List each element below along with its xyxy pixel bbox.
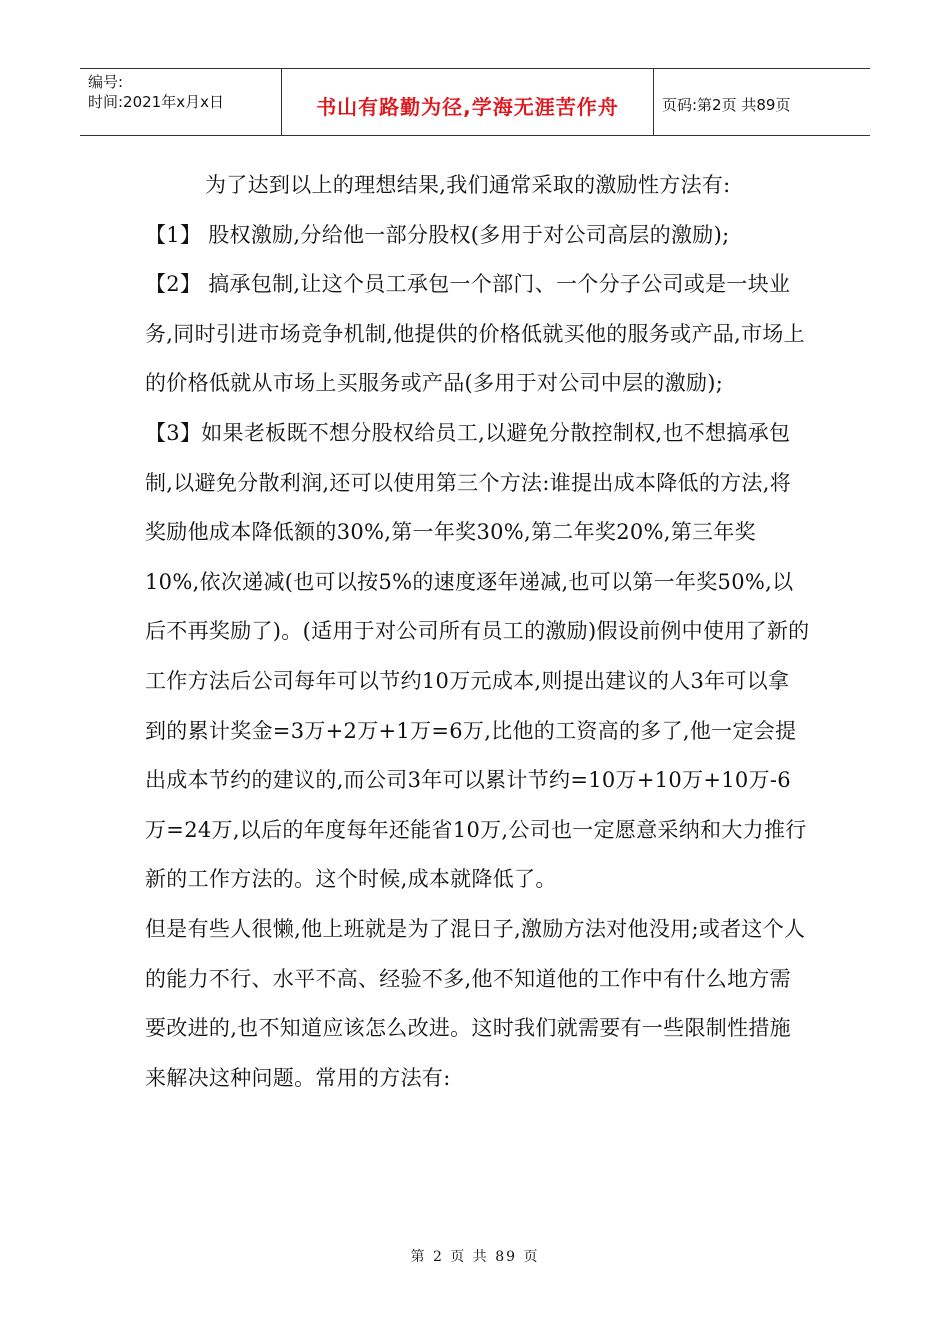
restriction-paragraph: 但是有些人很懒,他上班就是为了混日子,激励方法对他没用;或者这个人的能力不行、水平不高、经验不多,他不知道他的工作中有什么地方需要改进的,也不知道应该怎么改进。这时我们就需要有一些限制性措施来解决这种问题。常用的方法有: xyxy=(145,916,806,1090)
page-header xyxy=(80,68,870,136)
header-page-info: 页码:第2页 共89页 xyxy=(662,96,791,114)
intro-paragraph: 为了达到以上的理想结果,我们通常采取的激励性方法有: xyxy=(205,173,731,197)
page-footer: 第 2 页 共 89 页 xyxy=(410,1249,540,1265)
method-3-paragraph: 【3】如果老板既不想分股权给员工,以避免分散控制权,也不想搞承包制,以避免分散利润,还可以使用第三个方法:谁提出成本降低的方法,将奖励他成本降低额的30%,第一年奖30%,第二年奖20%,第三年奖10%,依次递减(也可以按5%的速度逐年递减,也可以第一年奖50%,以后不再奖励了)。(适用于对公司所有员工的激励)假设前例中使用了新的工作方法后公司每年可以节约10万元成本,则提出建议的人3年可以拿到的累计奖金=3万+2万+1万=6万,比他的工资高的多了,他一定会提出成本节约的建议的,而公司3年可以累计节约=10万+10万+10万-6万=24万,以后的年度每年还能省10万,公司也一定愿意采纳和大力推行新的工作方法的。这个时候,成本就降低了。 xyxy=(145,420,810,892)
method-1-paragraph: 【1】 股权激励,分给他一部分股权(多用于对公司高层的激励); xyxy=(145,222,730,247)
method-2-paragraph: 【2】 搞承包制,让这个员工承包一个部门、一个分子公司或是一块业务,同时引进市场竞争机制,他提供的价格低就买他的服务或产品,市场上的价格低就从市场上买服务或产品(多用于对公司中层的激励); xyxy=(145,272,805,396)
header-motto: 书山有路勤为径,学海无涯苦作舟 xyxy=(316,95,619,119)
document-number-label: 编号: xyxy=(88,73,124,91)
header-meta-cell xyxy=(80,69,282,135)
document-body xyxy=(145,161,810,1103)
header-page-cell xyxy=(654,69,870,135)
document-date: 时间:2021年x月x日 xyxy=(88,93,224,111)
header-motto-cell xyxy=(282,69,654,135)
